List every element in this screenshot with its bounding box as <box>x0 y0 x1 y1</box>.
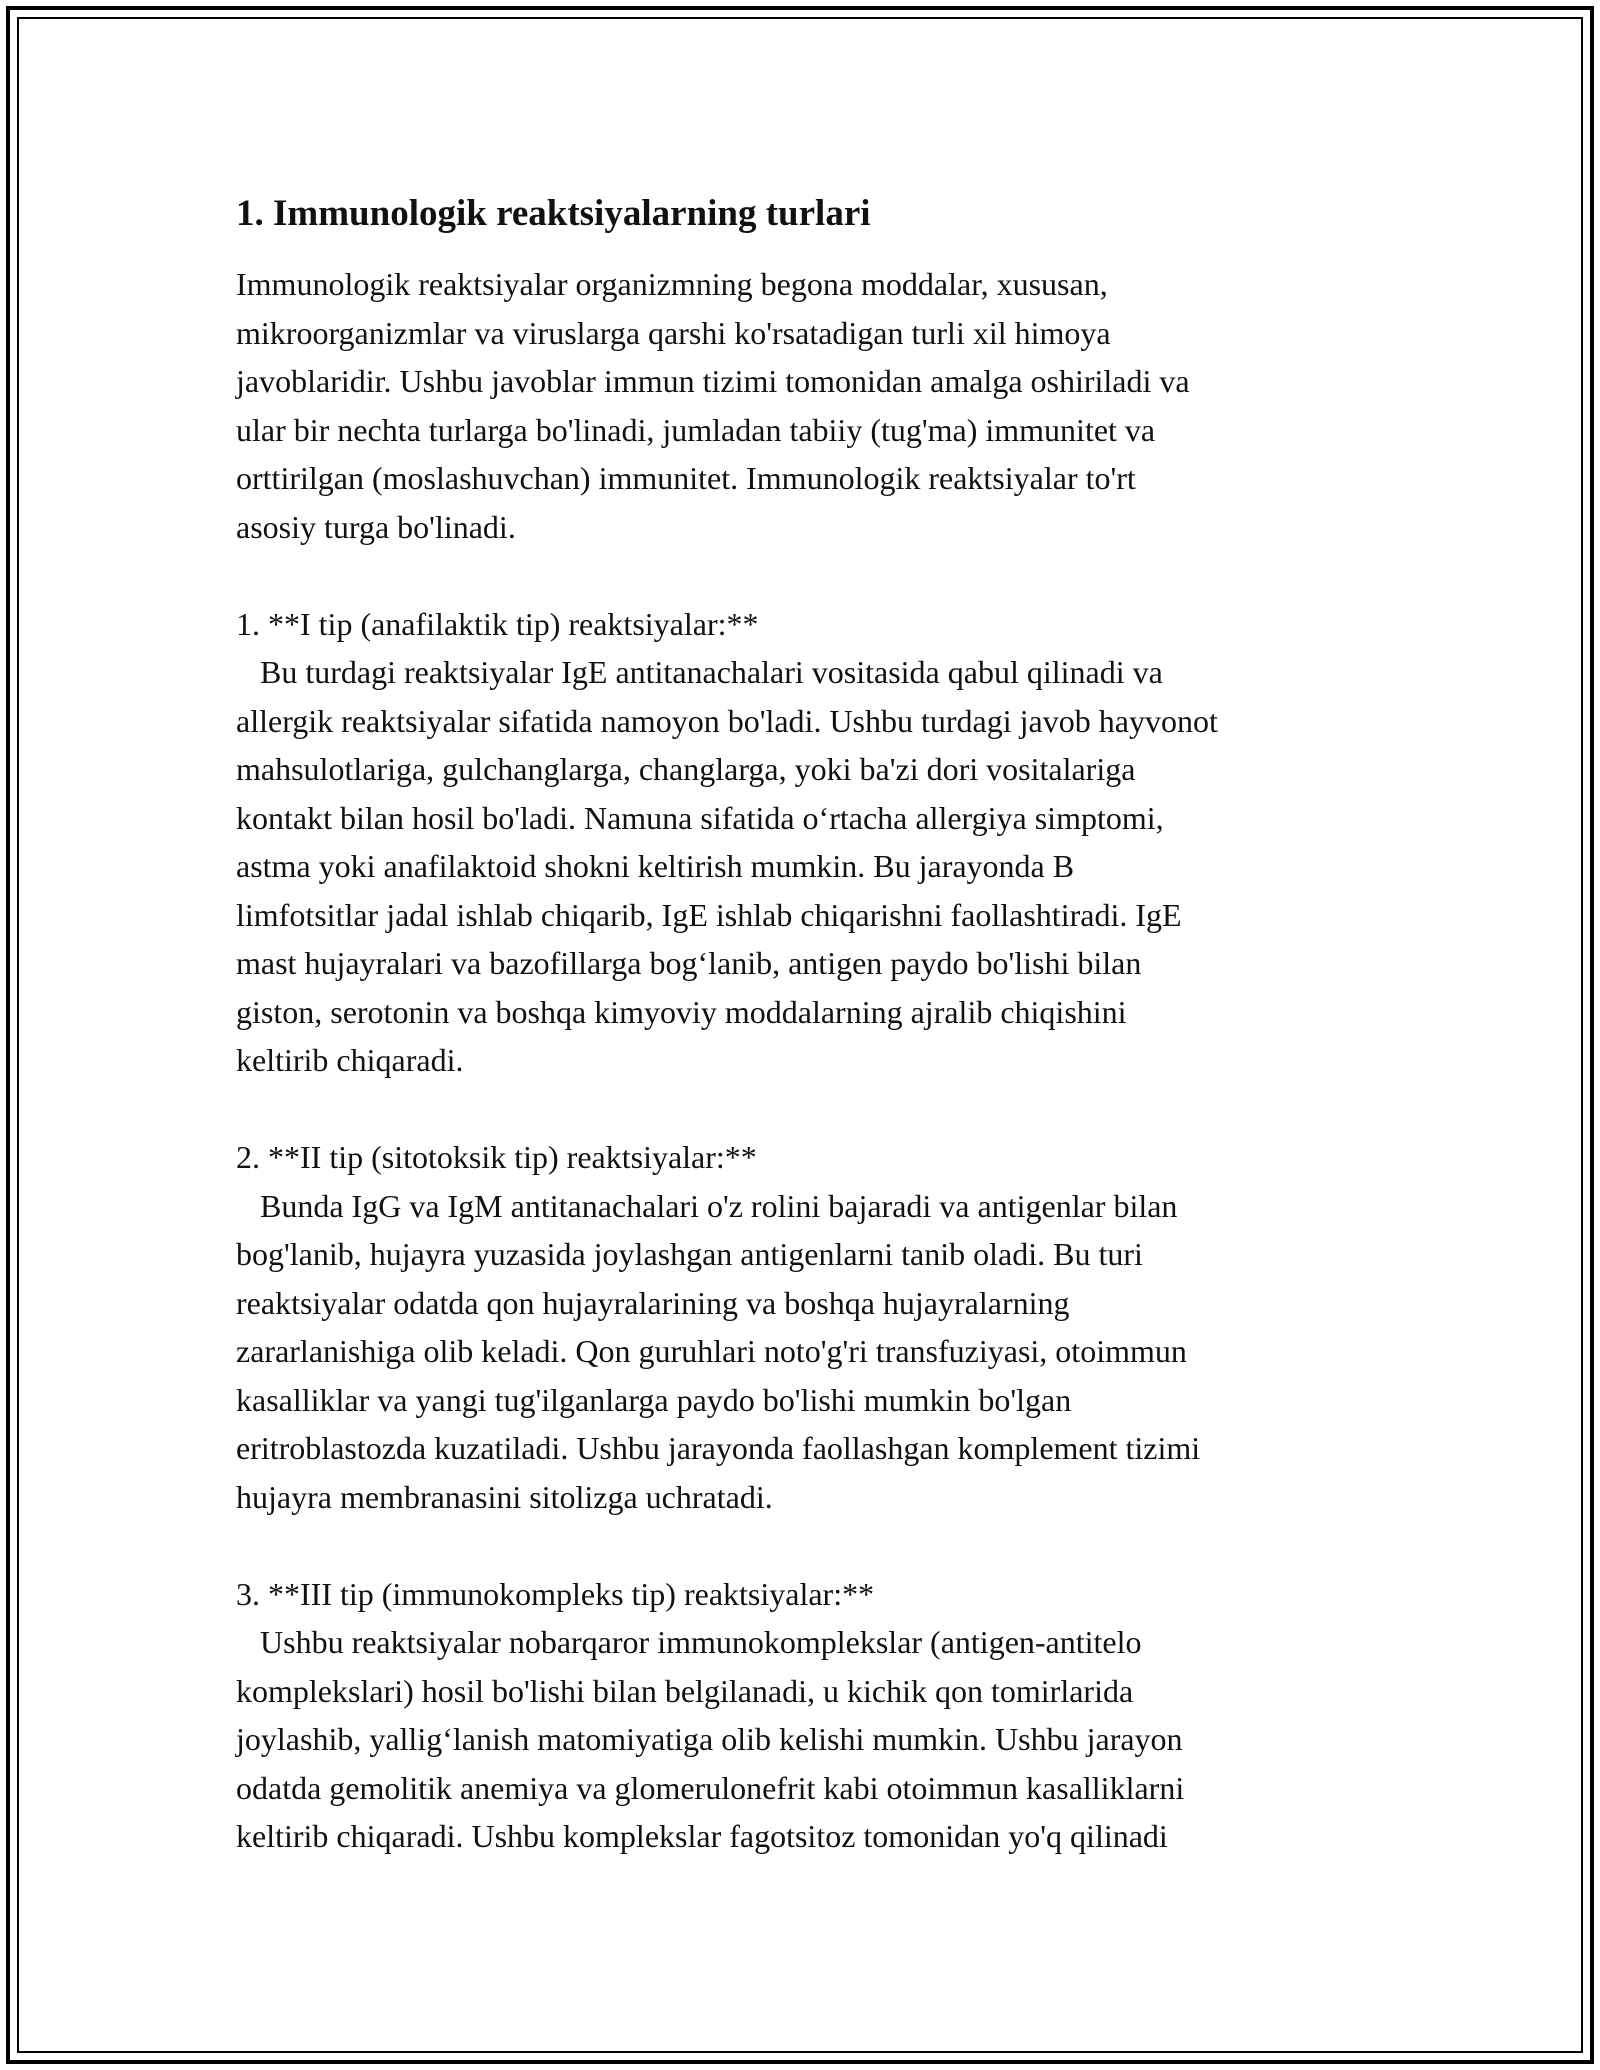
section-heading: 1. Immunologik reaktsiyalarning turlari <box>236 193 871 234</box>
text-line: Ushbu reaktsiyalar nobarqaror immunokomplekslar (antigen-antitelo <box>236 1624 1142 1660</box>
list-item-title: 2. **II tip (sitotoksik tip) reaktsiyalar:** <box>236 1139 757 1175</box>
text-line: asosiy turga bo'linadi. <box>236 508 516 545</box>
intro-paragraph <box>236 260 1396 551</box>
text-line: mikroorganizmlar va viruslarga qarshi ko'rsatadigan turli xil himoya <box>236 314 1111 351</box>
text-line: odatda gemolitik anemiya va glomerulonefrit kabi otoimmun kasalliklarni <box>236 1769 1185 1806</box>
text-line: kontakt bilan hosil bo'ladi. Namuna sifatida o‘rtacha allergiya simptomi, <box>236 799 1164 836</box>
text-line: bog'lanib, hujayra yuzasida joylashgan antigenlarni tanib oladi. Bu turi <box>236 1236 1143 1272</box>
text-line: giston, serotonin va boshqa kimyoviy moddalarning ajralib chiqishini <box>236 993 1127 1030</box>
text-line: keltirib chiqaradi. <box>236 1042 464 1078</box>
text-line: Bu turdagi reaktsiyalar IgE antitanachalari vositasida qabul qilinadi va <box>236 654 1163 690</box>
list-item-body <box>236 1618 1396 1861</box>
text-line: mahsulotlariga, gulchanglarga, changlarga, yoki ba'zi dori vositalariga <box>236 751 1136 787</box>
list-item-type-1 <box>236 600 1396 1085</box>
list-item-type-2 <box>236 1133 1396 1521</box>
document-body <box>236 188 1396 1861</box>
paragraph-gap <box>236 1521 1396 1570</box>
text-line: joylashib, yallig‘lanish matomiyatiga olib kelishi mumkin. Ushbu jarayon <box>236 1721 1183 1757</box>
text-line: hujayra membranasini sitolizga uchratadi. <box>236 1478 773 1515</box>
text-line: komplekslari) hosil bo'lishi bilan belgilanadi, u kichik qon tomirlarida <box>236 1672 1134 1709</box>
list-item-title: 1. **I tip (anafilaktik tip) reaktsiyalar:** <box>236 605 759 642</box>
text-line: orttirilgan (moslashuvchan) immunitet. Immunologik reaktsiyalar to'rt <box>236 460 1136 496</box>
text-line: mast hujayralari va bazofillarga bog‘lanib, antigen paydo bo'lishi bilan <box>236 945 1142 981</box>
text-line: eritroblastozda kuzatiladi. Ushbu jarayonda faollashgan komplement tizimi <box>236 1430 1201 1466</box>
text-line: Bunda IgG va IgM antitanachalari o'z rolini bajaradi va antigenlar bilan <box>236 1187 1178 1224</box>
text-line: Immunologik reaktsiyalar organizmning begona moddalar, xususan, <box>236 266 1108 302</box>
paragraph-gap <box>236 1085 1396 1134</box>
list-item-title: 3. **III tip (immunokompleks tip) reaktsiyalar:** <box>236 1575 875 1612</box>
text-line: javoblaridir. Ushbu javoblar immun tizimi tomonidan amalga oshiriladi va <box>236 363 1190 399</box>
list-item-type-3 <box>236 1570 1396 1861</box>
paragraph-gap <box>236 551 1396 600</box>
text-line: kasalliklar va yangi tug'ilganlarga paydo bo'lishi mumkin bo'lgan <box>236 1381 1072 1418</box>
text-line: keltirib chiqaradi. Ushbu komplekslar fagotsitoz tomonidan yo'q qilinadi <box>236 1818 1168 1854</box>
text-line: ular bir nechta turlarga bo'linadi, jumladan tabiiy (tug'ma) immunitet va <box>236 411 1156 448</box>
text-line: reaktsiyalar odatda qon hujayralarining va boshqa hujayralarning <box>236 1284 1070 1321</box>
list-item-body <box>236 648 1396 1085</box>
text-line: zararlanishiga olib keladi. Qon guruhlari noto'g'ri transfuziyasi, otoimmun <box>236 1333 1187 1369</box>
text-line: allergik reaktsiyalar sifatida namoyon bo'ladi. Ushbu turdagi javob hayvonot <box>236 702 1218 739</box>
text-line: astma yoki anafilaktoid shokni keltirish mumkin. Bu jarayonda B <box>236 848 1075 884</box>
list-item-body <box>236 1182 1396 1522</box>
text-line: limfotsitlar jadal ishlab chiqarib, IgE ishlab chiqarishni faollashtiradi. IgE <box>236 896 1182 933</box>
